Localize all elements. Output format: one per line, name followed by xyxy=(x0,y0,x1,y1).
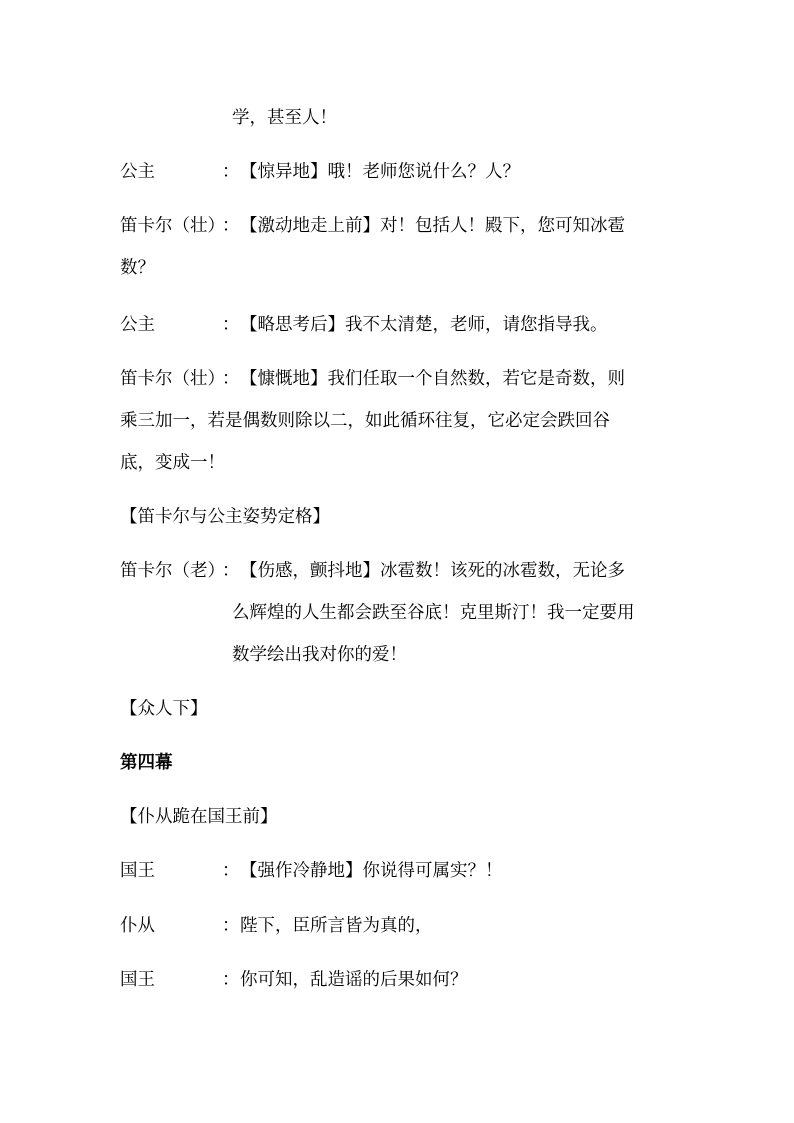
speaker-name: 国王 xyxy=(120,970,155,990)
dialogue-continuation: 数学绘出我对你的爱！ xyxy=(232,645,407,665)
dialogue-text: 【惊异地】哦！老师您说什么？人？ xyxy=(240,162,520,182)
speaker-colon: ： xyxy=(222,561,240,581)
dialogue-line xyxy=(120,914,680,938)
speaker-name: 公主 xyxy=(120,315,155,335)
dialogue-text: 陛下，臣所言皆为真的， xyxy=(240,916,433,936)
speaker-colon: ： xyxy=(222,970,240,990)
speaker-colon: ： xyxy=(222,315,240,335)
dialogue-continuation: 么辉煌的人生都会跌至谷底！克里斯汀！我一定要用 xyxy=(232,603,635,623)
dialogue-text: 【强作冷静地】你说得可属实？！ xyxy=(240,861,503,881)
speaker-name: 公主 xyxy=(120,162,155,182)
dialogue-wrap: 乘三加一，若是偶数则除以二，如此循环往复，它必定会跌回谷 xyxy=(120,411,610,431)
dialogue-wrap: 底，变成一！ xyxy=(120,453,225,473)
dialogue-line xyxy=(120,214,680,238)
dialogue-text: 【略思考后】我不太清楚，老师，请您指导我。 xyxy=(240,315,608,335)
dialogue-line xyxy=(120,313,680,337)
dialogue-line xyxy=(120,859,680,883)
dialogue-continuation: 学，甚至人！ xyxy=(232,108,337,128)
stage-direction: 【众人下】 xyxy=(120,699,208,719)
act-heading: 第四幕 xyxy=(120,753,173,773)
speaker-name: 笛卡尔（壮） xyxy=(120,216,225,236)
dialogue-line xyxy=(120,968,680,992)
speaker-colon: ： xyxy=(222,216,240,236)
stage-direction: 【笛卡尔与公主姿势定格】 xyxy=(120,507,330,527)
dialogue-text: 【激动地走上前】对！包括人！殿下，您可知冰雹 xyxy=(240,216,625,236)
speaker-name: 笛卡尔（老） xyxy=(120,561,225,581)
dialogue-line xyxy=(120,559,680,583)
dialogue-text: 你可知，乱造谣的后果如何？ xyxy=(240,970,468,990)
speaker-colon: ： xyxy=(222,369,240,389)
stage-direction: 【仆从跪在国王前】 xyxy=(120,807,278,827)
speaker-colon: ： xyxy=(222,861,240,881)
speaker-colon: ： xyxy=(222,162,240,182)
speaker-name: 仆从 xyxy=(120,916,155,936)
dialogue-line xyxy=(120,160,680,184)
dialogue-line xyxy=(120,367,680,391)
speaker-colon: ： xyxy=(222,916,240,936)
speaker-name: 笛卡尔（壮） xyxy=(120,369,225,389)
speaker-name: 国王 xyxy=(120,861,155,881)
dialogue-wrap: 数？ xyxy=(120,258,155,278)
dialogue-text: 【伤感，颤抖地】冰雹数！该死的冰雹数，无论多 xyxy=(240,561,625,581)
dialogue-text: 【慷慨地】我们任取一个自然数，若它是奇数，则 xyxy=(240,369,625,389)
